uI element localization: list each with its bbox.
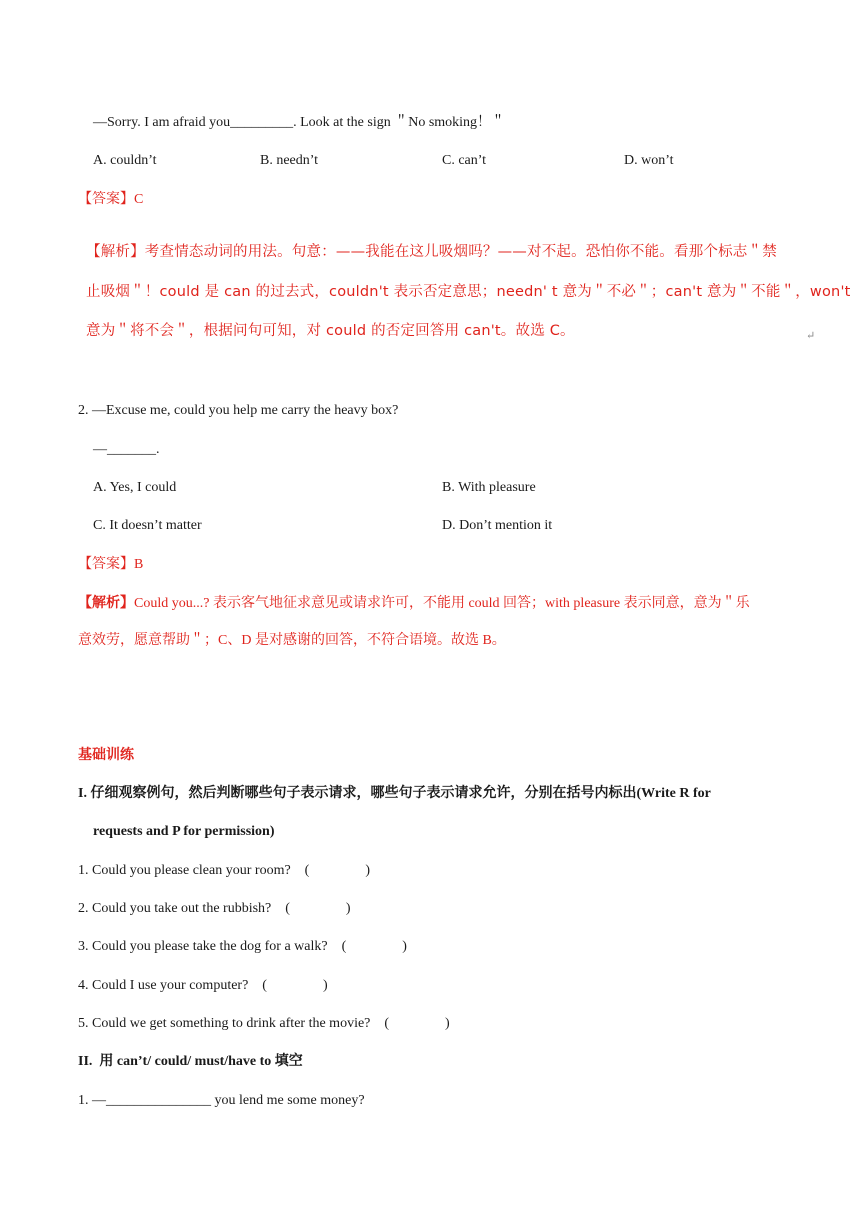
- q1-prompt: [93, 114, 505, 132]
- q1-analysis-line-3: 意为＂将不会＂，根据问句可知，对 could 的否定回答用 can't。故选 C。: [86, 323, 575, 339]
- part1-item-1: 1. Could you please clean your room? ( ): [78, 863, 370, 878]
- part1-item-5: 5. Could we get something to drink after the movie? ( ): [78, 1016, 450, 1031]
- q1-option-c: C. can’t: [442, 153, 487, 168]
- q2-analysis-text-1: Could you...? 表示客气地征求意见或请求许可，不能用 could 回答；with pleasure 表示同意，意为＂乐: [134, 596, 750, 611]
- q1-option-b: B. needn’t: [260, 153, 319, 168]
- part1-heading-line-1: I. 仔细观察例句，然后判断哪些句子表示请求，哪些句子表示请求允许，分别在括号内标出(Write R for: [78, 786, 711, 801]
- part2-item-1: 1. —_______________ you lend me some money?: [78, 1093, 365, 1108]
- q2-answer: [78, 555, 143, 574]
- part1-item-3: 3. Could you please take the dog for a walk? ( ): [78, 939, 407, 954]
- q2-option-a: A. Yes, I could: [93, 480, 177, 495]
- q2-option-b: B. With pleasure: [442, 480, 536, 495]
- section-title: 基础训练: [78, 747, 134, 763]
- q1-answer-label: 【答案】: [78, 191, 134, 207]
- part1-item-4: 4. Could I use your computer? ( ): [78, 978, 328, 993]
- part2-heading: II. 用 can’t/ could/ must/have to 填空: [78, 1054, 303, 1069]
- q1-blank: _________: [230, 115, 294, 130]
- q2-analysis-line-1: [78, 594, 750, 613]
- q1-analysis-image: [80, 234, 851, 346]
- paragraph-return-mark: ↵: [806, 330, 816, 342]
- part1-item-2: 2. Could you take out the rubbish? ( ): [78, 901, 351, 916]
- q1-prompt-prefix: —Sorry. I am afraid you: [93, 115, 231, 130]
- q1-answer-value: C: [134, 192, 144, 207]
- q2-option-c: C. It doesn’t matter: [93, 518, 202, 533]
- q1-prompt-suffix: . Look at the sign ＂No smoking！＂: [293, 115, 506, 130]
- q2-answer-label: 【答案】: [78, 556, 134, 572]
- q2-analysis-label: 【解析】: [78, 595, 134, 611]
- q2-reply: —_______.: [93, 442, 160, 457]
- q1-analysis-line-1: 【解析】考查情态动词的用法。句意：——我能在这儿吸烟吗？——对不起。恐怕你不能。看那个标志＂禁: [86, 244, 777, 260]
- q2-option-d: D. Don’t mention it: [442, 518, 553, 533]
- q1-analysis-line-2: 止吸烟＂！could 是 can 的过去式，couldn't 表示否定意思；needn' t 意为＂不必＂；can't 意为＂不能＂，won't: [86, 284, 851, 300]
- q1-option-a: A. couldn’t: [93, 153, 157, 168]
- q2-answer-value: B: [134, 557, 144, 572]
- q2-prompt: 2. —Excuse me, could you help me carry the heavy box?: [78, 403, 399, 418]
- q1-option-d: D. won’t: [624, 153, 674, 168]
- q1-answer: [78, 190, 143, 209]
- q2-analysis-line-2: 意效劳，愿意帮助＂；C、D 是对感谢的回答，不符合语境。故选 B。: [78, 633, 506, 648]
- part1-heading-line-2: requests and P for permission): [93, 824, 275, 839]
